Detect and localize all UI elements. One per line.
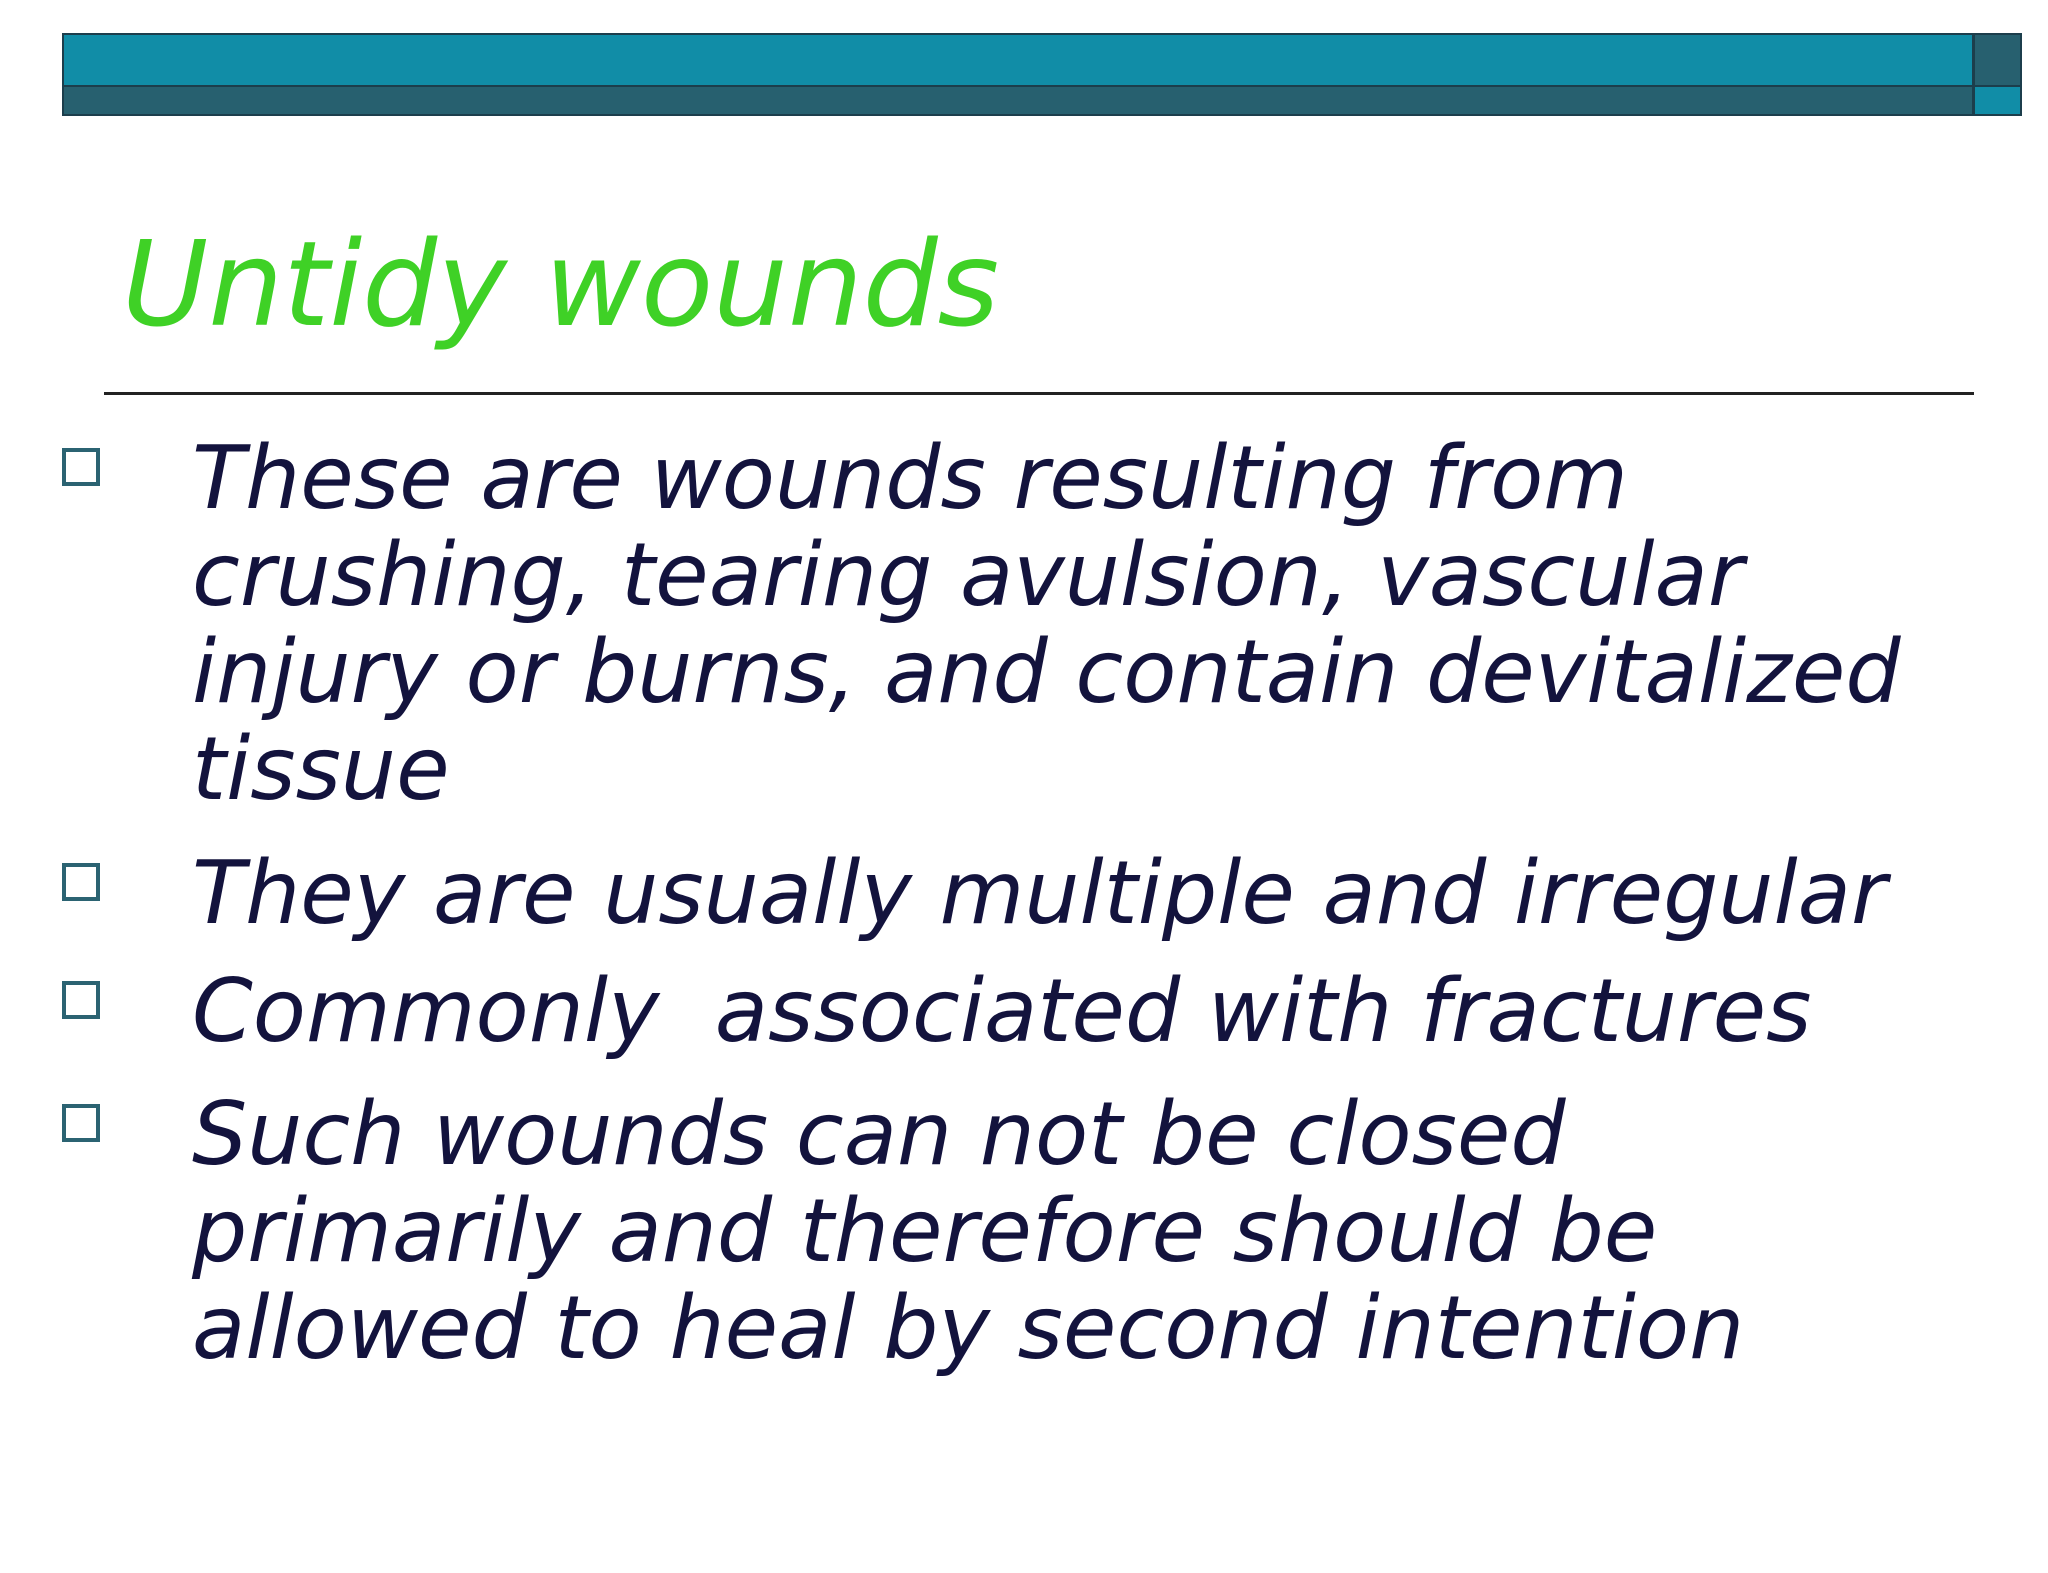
hollow-square-bullet-icon [62,448,100,486]
bullet-line: tissue [192,718,450,820]
slide-title: Untidy wounds [122,215,1000,353]
hollow-square-bullet-icon [62,863,100,901]
bullet-line: injury or burns, and contain devitalized [192,621,1901,723]
banner-corner-bottom [1975,85,2020,114]
bullet-line: Commonly associated with fractures [192,960,1812,1062]
bullet-line: These are wounds resulting from [192,427,1629,529]
banner-top-bar [64,35,1972,85]
banner-bottom-bar [64,85,1972,114]
bullet-line: crushing, tearing avulsion, vascular [192,524,1744,626]
hollow-square-bullet-icon [62,981,100,1019]
title-divider [104,392,1974,395]
hollow-square-bullet-icon [62,1104,100,1142]
bullet-line: Such wounds can not be closed [192,1083,1566,1185]
bullet-line: They are usually multiple and irregular [192,842,1887,944]
bullet-line: allowed to heal by second intention [192,1277,1745,1379]
header-banner [62,33,2022,116]
bullet-line: primarily and therefore should be [192,1180,1658,1282]
bullet-text [192,1083,1952,1571]
banner-corner-top [1975,35,2020,85]
